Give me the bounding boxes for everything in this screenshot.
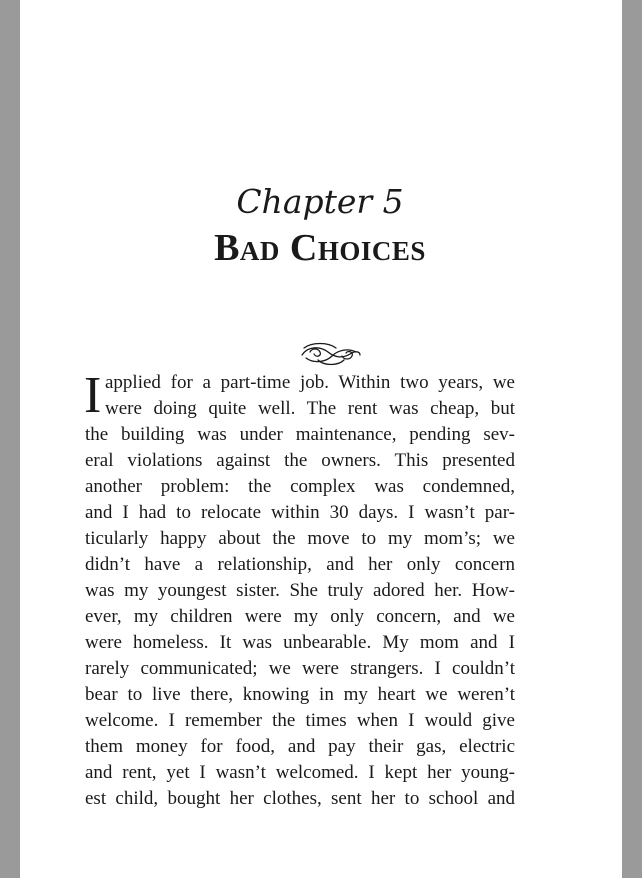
text-line: didn’t have a relationship, and her only concern	[85, 554, 515, 575]
text-line: and I had to relocate within 30 days. I wasn’t par-	[85, 502, 515, 523]
text-line: welcome. I remember the times when I would give	[85, 710, 515, 731]
text-line: rarely communicated; we were strangers. I couldn’t	[85, 658, 515, 679]
text-line: them money for food, and pay their gas, electric	[85, 736, 515, 757]
text-line: eral violations against the owners. This presented	[85, 450, 515, 471]
text-line: applied for a part-time job. Within two years, we	[105, 372, 515, 393]
chapter-title: Bad Choices	[214, 227, 426, 269]
text-line: were doing quite well. The rent was cheap, but	[105, 398, 515, 419]
text-line: est child, bought her clothes, sent her to school and	[85, 788, 515, 809]
text-line: was my youngest sister. She truly adored her. How-	[85, 580, 515, 601]
text-line: and rent, yet I wasn’t welcomed. I kept her young-	[85, 762, 515, 783]
text-line: another problem: the complex was condemned,	[85, 476, 515, 497]
fleuron-swash-icon	[298, 340, 364, 368]
body-text	[84, 367, 515, 812]
text-line: ticularly happy about the move to my mom’s; we	[85, 528, 515, 549]
text-line: bear to live there, knowing in my heart we weren’t	[85, 684, 515, 705]
drop-cap: I	[84, 367, 102, 424]
text-line: the building was under maintenance, pending sev-	[85, 424, 515, 445]
chapter-number: Chapter 5	[236, 182, 404, 221]
text-line: were homeless. It was unbearable. My mom and I	[85, 632, 515, 653]
text-line: ever, my children were my only concern, and we	[85, 606, 515, 627]
